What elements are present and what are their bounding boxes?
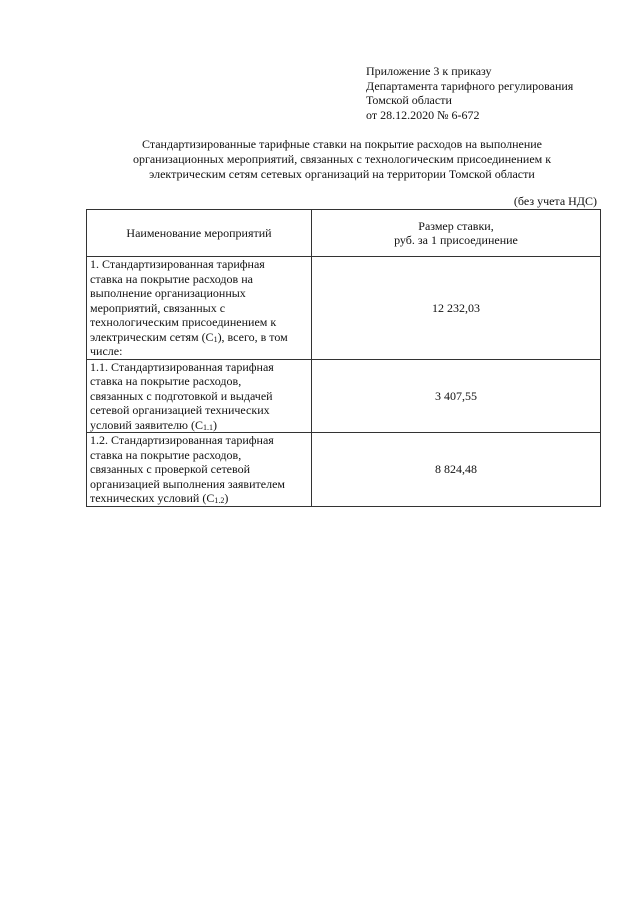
row-name-line: ставка на покрытие расходов на: [90, 271, 253, 286]
row-name-line: 1.1. Стандартизированная тарифная: [90, 359, 274, 374]
title-line: электрическим сетям сетевых организаций на территории Томской области: [149, 167, 535, 181]
row-name-line: сетевой организацией технических: [90, 403, 270, 417]
row-value: 8 824,48: [435, 462, 477, 476]
row-name-cell: [87, 359, 312, 433]
row-name-line: связанных с подготовкой и выдачей: [90, 388, 273, 403]
row-name-line: [90, 330, 308, 345]
row-name-line: выполнение организационных: [90, 286, 246, 300]
row-name-text: ): [213, 417, 218, 432]
row-name-text: электрическим сетям (С: [90, 329, 214, 344]
row-name-line: [90, 491, 308, 506]
row-value: 12 232,03: [432, 300, 480, 315]
row-name-line: 1. Стандартизированная тарифная: [90, 257, 265, 271]
appendix-line: от 28.12.2020 № 6-672: [366, 107, 480, 122]
row-name-line: технологическим присоединением к: [90, 315, 277, 329]
row-name-subscript: 1.2: [214, 496, 225, 505]
row-name-line: [90, 418, 308, 433]
row-name-line: мероприятий, связанных с: [90, 300, 226, 315]
row-value-cell: [312, 257, 601, 360]
row-name-text: условий заявителю (С: [90, 417, 204, 432]
row-name-line: связанных с проверкой сетевой: [90, 462, 251, 476]
row-name-text: технических условий (С: [90, 491, 215, 505]
appendix-line: Приложение 3 к приказу: [366, 64, 492, 78]
row-value-cell: [312, 433, 601, 507]
vat-note: (без учета НДС): [513, 194, 597, 208]
table-header-row: [87, 210, 601, 257]
row-name-cell: [87, 257, 312, 360]
header-rate-line: руб. за 1 присоединение: [394, 233, 518, 247]
header-rate-line: Размер ставки,: [418, 218, 494, 233]
row-name-text: ), всего, в том: [217, 329, 288, 344]
title-line: Стандартизированные тарифные ставки на покрытие расходов на выполнение: [141, 137, 542, 151]
row-name-line: ставка на покрытие расходов,: [90, 374, 242, 388]
header-name: [87, 210, 312, 257]
title-line: организационных мероприятий, связанных с технологическим присоединением к: [132, 152, 552, 166]
appendix-line: Томской области: [366, 93, 452, 107]
row-name-line: 1.2. Стандартизированная тарифная: [90, 433, 274, 447]
row-value-cell: [312, 359, 601, 433]
row-name-line: организацией выполнения заявителем: [90, 476, 285, 491]
appendix-header: [366, 64, 573, 122]
document-title: [80, 137, 604, 182]
row-name-text: ): [224, 491, 229, 505]
row-name-line: ставка на покрытие расходов,: [90, 447, 242, 462]
rates-table: [86, 209, 601, 507]
header-rate: [312, 210, 601, 257]
row-name-subscript: 1.1: [203, 422, 214, 432]
row-value: 3 407,55: [435, 388, 477, 403]
table-row: [87, 359, 601, 433]
appendix-line: Департамента тарифного регулирования: [366, 78, 574, 93]
row-name-subscript: 1: [213, 334, 218, 344]
table-row: [87, 257, 601, 360]
row-name-cell: [87, 433, 312, 507]
table-row: [87, 433, 601, 507]
row-name-line: числе:: [90, 344, 123, 358]
header-name-label: Наименование мероприятий: [126, 225, 272, 240]
